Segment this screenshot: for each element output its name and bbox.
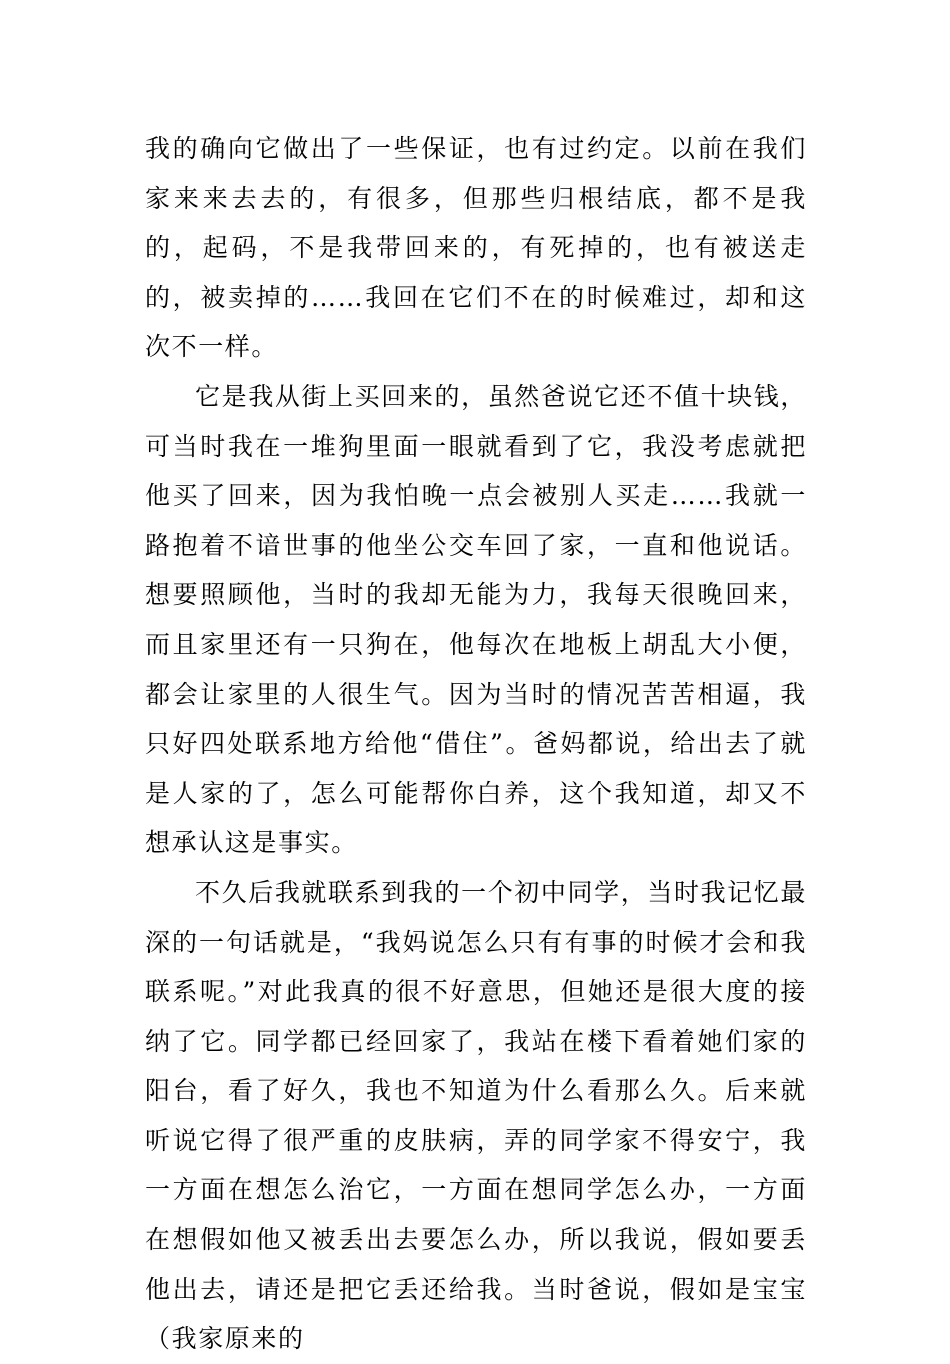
paragraph-1: 我的确向它做出了一些保证，也有过约定。以前在我们家来来去去的，有很多，但那些归根结底，都不是我的，起码，不是我带回来的，有死掉的，也有被送走的，被卖掉的……我回在它们不在的时候难过，却和这次不一样。 (145, 134, 807, 362)
paragraph-3: 不久后我就联系到我的一个初中同学，当时我记忆最深的一句话就是，“我妈说怎么只有有事的时候才会和我联系呢。”对此我真的很不好意思，但她还是很大度的接纳了它。同学都已经回家了，我站在楼下看着她们家的阳台，看了好久，我也不知道为什么看那么久。后来就听说它得了很严重的皮肤病，弄的同学家不得安宁，我一方面在想怎么治它，一方面在想同学怎么办，一方面在想假如他又被丢出去要怎么办，所以我说，假如要丢他出去，请还是把它丢还给我。当时爸说，假如是宝宝（我家原来的 (145, 877, 807, 1354)
document-body (145, 124, 807, 1364)
paragraph-2: 它是我从街上买回来的，虽然爸说它还不值十块钱，可当时我在一堆狗里面一眼就看到了它，我没考虑就把他买了回来，因为我怕晚一点会被别人买走……我就一路抱着不谙世事的他坐公交车回了家，一直和他说话。想要照顾他，当时的我却无能为力，我每天很晚回来，而且家里还有一只狗在，他每次在地板上胡乱大小便，都会让家里的人很生气。因为当时的情况苦苦相逼，我只好四处联系地方给他“借住”。爸妈都说，给出去了就是人家的了，怎么可能帮你白养，这个我知道，却又不想承认这是事实。 (145, 381, 807, 858)
